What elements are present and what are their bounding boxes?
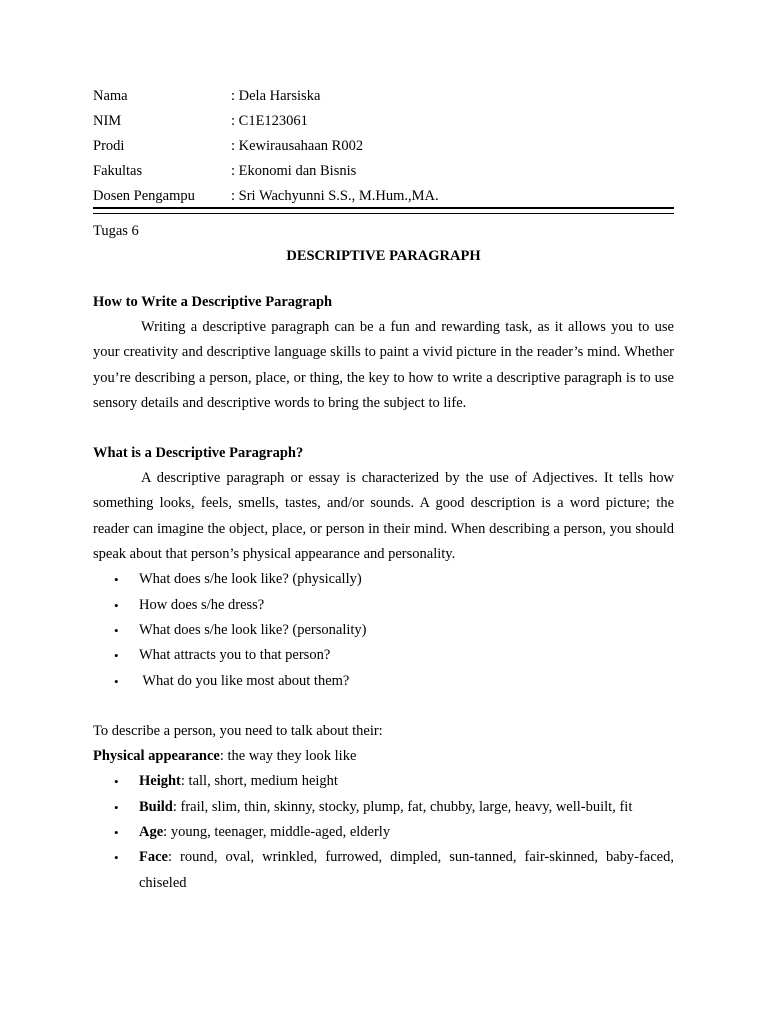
info-row-nim [93,111,674,136]
info-row-name [93,86,674,111]
paragraph-how-to: Writing a descriptive paragraph can be a fun and rewarding task, as it allows you to use your creativity and descriptive language skills to paint a vivid picture in the reader’s mind. Whether you’re describing a person, place, or thing, the key to how to write a descriptive paragraph is to use sensory details and descriptive words to bring the subject to life. [93,319,674,411]
info-value: : Ekonomi dan Bisnis [231,163,357,179]
feature-desc: : round, oval, wrinkled, furrowed, dimpled, sun-tanned, fair-skinned, baby-faced, chiseled [139,849,674,891]
document-page [93,86,674,896]
header-divider [93,207,674,214]
physical-appearance-label: Physical appearance [93,748,220,765]
list-item [93,567,674,592]
list-item-text: What does s/he look like? (personality) [139,621,367,638]
bullet-icon: • [114,622,119,638]
section-heading-how-to: How to Write a Descriptive Paragraph [93,294,333,310]
section-heading-what-is: What is a Descriptive Paragraph? [93,445,304,462]
physical-appearance-line [93,744,674,769]
bullet-icon: • [114,850,119,866]
feature-desc: : young, teenager, middle-aged, elderly [163,824,391,841]
info-row-fakultas [93,161,674,186]
info-label: Fakultas [93,163,143,179]
bullet-icon: • [114,648,119,664]
bullet-icon: • [114,673,119,689]
list-item [93,643,674,668]
list-item-text: What does s/he look like? (physically) [139,571,362,588]
info-value: : Sri Wachyunni S.S., M.Hum.,MA. [231,188,439,204]
list-item [93,593,674,618]
info-value: : C1E123061 [231,113,308,129]
info-label: Dosen Pengampu [93,188,195,204]
info-label: Prodi [93,138,125,154]
feature-desc: : frail, slim, thin, skinny, stocky, plump, fat, chubby, large, heavy, well-built, fit [172,798,633,815]
feature-term: Face [139,849,168,866]
list-item [93,845,674,896]
feature-desc: : tall, short, medium height [180,773,338,790]
bullet-icon: • [114,825,119,841]
assignment-label: Tugas 6 [93,223,139,239]
feature-term: Height [139,773,181,790]
info-row-prodi [93,136,674,161]
info-row-dosen [93,186,674,207]
feature-term: Build [139,798,173,815]
list-item-text: What do you like most about them? [139,672,350,689]
list-item [93,669,674,694]
bullet-icon: • [114,597,119,613]
list-item-text: How does s/he dress? [139,596,265,613]
bullet-icon: • [114,774,119,790]
info-value: : Kewirausahaan R002 [231,138,364,154]
describe-intro: To describe a person, you need to talk about their: [93,722,383,739]
info-value: : Dela Harsiska [231,88,321,104]
list-item [93,795,674,820]
feature-term: Age [139,824,164,841]
list-item-text: What attracts you to that person? [139,647,331,664]
list-item [93,820,674,845]
info-label: NIM [93,113,122,129]
student-info [93,86,674,207]
list-item [93,769,674,794]
question-list [93,567,674,693]
info-label: Nama [93,88,128,104]
bullet-icon: • [114,799,119,815]
physical-appearance-rest: : the way they look like [219,748,357,765]
list-item [93,618,674,643]
document-title: DESCRIPTIVE PARAGRAPH [286,248,481,264]
feature-list [93,769,674,895]
bullet-icon: • [114,572,119,588]
paragraph-what-is: A descriptive paragraph or essay is characterized by the use of Adjectives. It tells how something looks, feels, smells, tastes, and/or sounds. A good description is a word picture; the reader can imagine the object, place, or person in their mind. When describing a person, you should speak about that person’s physical appearance and personality. [93,470,674,563]
